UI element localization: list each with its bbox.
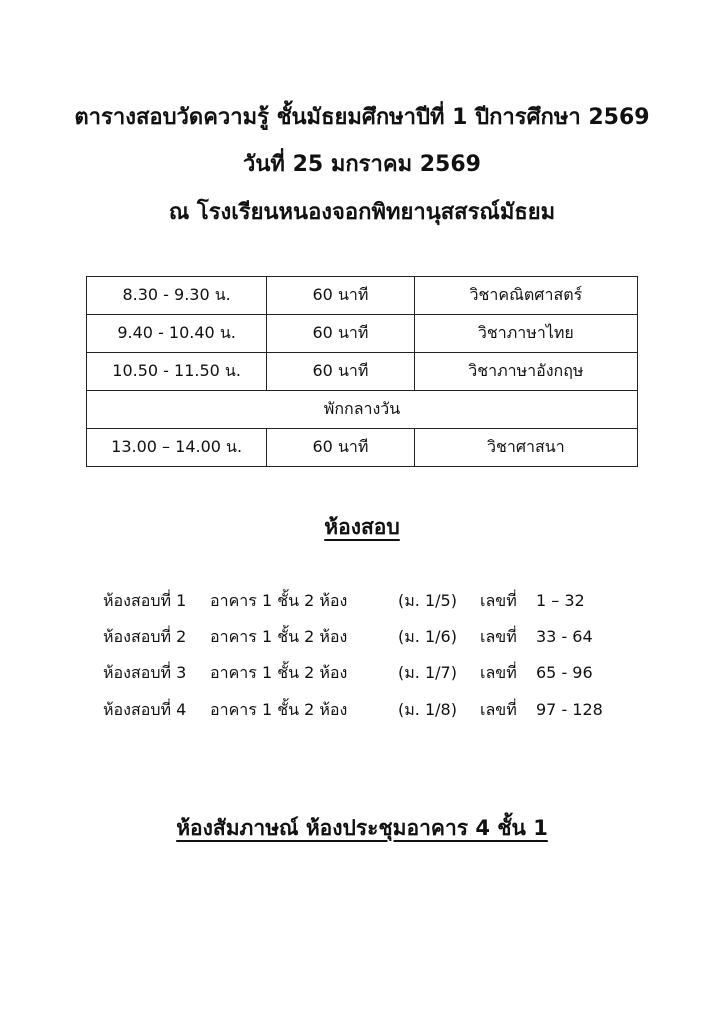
seat-number-label: เลขที่ [480,663,517,682]
school-name: ณ โรงเรียนหนองจอกพิทยานุสสรณ์มัธยม [168,200,556,225]
room-building: อาคาร 1 ชั้น 2 ห้อง [210,663,348,682]
room-name: ห้องสอบที่ 3 [103,663,187,682]
seat-number-label: เลขที่ [480,627,517,646]
exam-date: วันที่ 25 มกราคม 2569 [243,152,481,177]
seat-number-range: 65 - 96 [536,663,593,682]
room-building: อาคาร 1 ชั้น 2 ห้อง [210,591,348,610]
room-building: อาคาร 1 ชั้น 2 ห้อง [210,700,348,719]
subject-cell: วิชาศาสนา [414,429,637,467]
duration-cell: 60 นาที [267,429,415,467]
duration-cell: 60 นาที [267,277,415,315]
interview-room-line [0,814,724,842]
interview-room-text: ห้องสัมภาษณ์ ห้องประชุมอาคาร 4 ชั้น 1 [176,816,548,840]
room-name: ห้องสอบที่ 2 [103,627,187,646]
time-cell: 9.40 - 10.40 น. [87,315,267,353]
lunch-break-cell: พักกลางวัน [87,391,638,429]
exam-schedule-table [86,276,638,467]
time-cell: 8.30 - 9.30 น. [87,277,267,315]
seat-number-range: 33 - 64 [536,627,593,646]
room-class: (ม. 1/7) [398,663,457,682]
lunch-break-row [87,391,638,429]
seat-number-label: เลขที่ [480,700,517,719]
time-cell: 13.00 – 14.00 น. [87,429,267,467]
seat-number-label: เลขที่ [480,591,517,610]
table-row [87,315,638,353]
page-title: ตารางสอบวัดความรู้ ชั้นมัธยมศึกษาปีที่ 1 ปีการศึกษา 2569 [74,105,650,130]
time-cell: 10.50 - 11.50 น. [87,353,267,391]
exam-rooms-heading [0,513,724,541]
room-building: อาคาร 1 ชั้น 2 ห้อง [210,627,348,646]
exam-rooms-heading-text: ห้องสอบ [324,515,400,539]
table-row [87,277,638,315]
table-row [87,353,638,391]
room-name: ห้องสอบที่ 1 [103,591,187,610]
seat-number-range: 97 - 128 [536,700,603,719]
room-class: (ม. 1/6) [398,627,457,646]
duration-cell: 60 นาที [267,353,415,391]
table-row [87,429,638,467]
seat-number-range: 1 – 32 [536,591,585,610]
subject-cell: วิชาภาษาอังกฤษ [414,353,637,391]
room-class: (ม. 1/8) [398,700,457,719]
room-name: ห้องสอบที่ 4 [103,700,187,719]
duration-cell: 60 นาที [267,315,415,353]
room-class: (ม. 1/5) [398,591,457,610]
subject-cell: วิชาภาษาไทย [414,315,637,353]
subject-cell: วิชาคณิตศาสตร์ [414,277,637,315]
